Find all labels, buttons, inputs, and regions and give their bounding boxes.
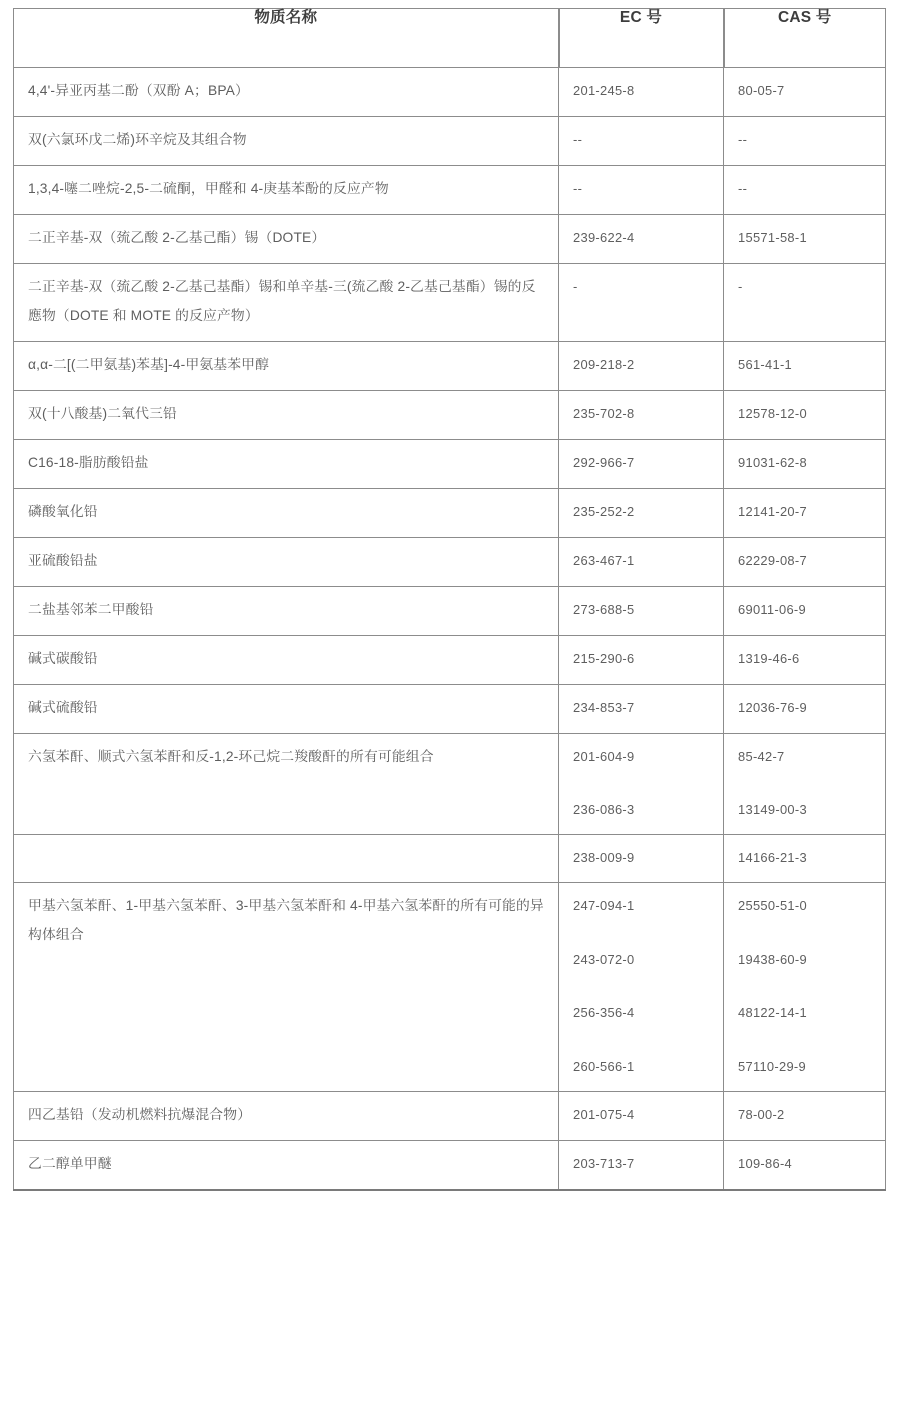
cell-cas-number [724, 68, 886, 117]
substance-name-text: 二盐基邻苯二甲酸铅 [28, 601, 154, 617]
cas-number-text [724, 342, 885, 389]
substance-name-text: 四乙基铅（发动机燃料抗爆混合物） [28, 1106, 252, 1122]
substance-name-text: 碱式碳酸铅 [28, 650, 98, 666]
ec-number-text [559, 883, 723, 1091]
table-row [14, 263, 886, 341]
cell-substance-name [14, 733, 559, 834]
cell-cas-number [724, 882, 886, 1091]
code-value: 243-072-0 [573, 951, 635, 967]
code-value: 12141-20-7 [738, 503, 807, 519]
cas-number-text [724, 215, 885, 262]
table-row [14, 635, 886, 684]
cas-number-text [724, 835, 885, 882]
cell-substance-name [14, 390, 559, 439]
cell-ec-number [559, 263, 724, 341]
column-header-cas-label: CAS 号 [777, 9, 832, 26]
table-row [14, 488, 886, 537]
substance-name-text: 4,4'-异亚丙基二酚（双酚 A；BPA） [28, 83, 249, 98]
cas-number-text [724, 166, 885, 213]
substance-name-text: 磷酸氧化铅 [28, 503, 98, 519]
cell-substance-name [14, 165, 559, 214]
table-header [14, 9, 886, 68]
cas-number-text [724, 538, 885, 585]
cell-cas-number [724, 1140, 886, 1189]
column-header-cas [724, 9, 886, 68]
cell-cas-number [724, 586, 886, 635]
cell-ec-number [559, 68, 724, 117]
cell-substance-name [14, 263, 559, 341]
table-row [14, 733, 886, 834]
code-value: 201-245-8 [573, 83, 635, 98]
cell-ec-number [559, 835, 724, 883]
cas-number-text [724, 734, 885, 834]
ec-number-text [559, 636, 723, 683]
code-value: 239-622-4 [573, 229, 635, 245]
cell-cas-number [724, 116, 886, 165]
ec-number-text [559, 538, 723, 585]
table-row [14, 116, 886, 165]
code-value: 80-05-7 [738, 83, 785, 98]
code-value: 78-00-2 [738, 1106, 785, 1122]
ec-number-text [559, 215, 723, 262]
ec-number-text [559, 342, 723, 389]
column-header-name [14, 9, 559, 68]
cas-number-text [724, 1092, 885, 1139]
ec-number-text [559, 1141, 723, 1188]
code-value: 234-853-7 [573, 699, 635, 715]
cell-substance-name [14, 68, 559, 117]
cell-substance-name [14, 537, 559, 586]
cell-ec-number [559, 1140, 724, 1189]
table-row [14, 165, 886, 214]
cell-substance-name [14, 1091, 559, 1140]
cell-substance-name [14, 116, 559, 165]
table-row [14, 882, 886, 1091]
code-value: 12578-12-0 [738, 405, 807, 421]
code-value: 12036-76-9 [738, 699, 807, 715]
substance-name-text: 乙二醇单甲醚 [28, 1155, 112, 1171]
cell-substance-name [14, 586, 559, 635]
code-value: 292-966-7 [573, 454, 635, 470]
cell-ec-number [559, 390, 724, 439]
code-value: -- [573, 131, 583, 147]
code-value: 62229-08-7 [738, 552, 807, 568]
code-value: 69011-06-9 [738, 601, 806, 617]
substance-name-text: 二正辛基-双（巯乙酸 2-乙基己酯）锡（DOTE） [28, 229, 326, 245]
ec-number-text [559, 68, 723, 115]
cell-substance-name [14, 439, 559, 488]
substance-name-text: 甲基六氢苯酐、1-甲基六氢苯酐、3-甲基六氢苯酐和 4-甲基六氢苯酐的所有可能的异构体组合 [28, 897, 544, 942]
cell-substance-name [14, 684, 559, 733]
cell-cas-number [724, 635, 886, 684]
code-value: 109-86-4 [738, 1155, 793, 1171]
table-row [14, 586, 886, 635]
column-header-name-label: 物质名称 [254, 9, 318, 26]
code-value: 263-467-1 [573, 552, 635, 568]
cas-number-text [724, 117, 885, 164]
ec-number-text [559, 1092, 723, 1139]
substance-name-text: 双(十八酸基)二氧代三铅 [28, 405, 177, 421]
ec-number-text [559, 391, 723, 438]
substance-name-text: α,α-二[(二甲氨基)苯基]-4-甲氨基苯甲醇 [28, 356, 270, 372]
column-header-ec [559, 9, 724, 68]
code-value: 561-41-1 [738, 356, 793, 372]
table-row [14, 341, 886, 390]
cell-substance-name [14, 635, 559, 684]
table-row [14, 439, 886, 488]
cas-number-text [724, 587, 885, 634]
table-row [14, 1091, 886, 1140]
substance-name-text: 1,3,4-噻二唑烷-2,5-二硫酮，甲醛和 4-庚基苯酚的反应产物 [28, 180, 389, 196]
cell-cas-number [724, 439, 886, 488]
cas-number-text [724, 1141, 885, 1188]
cell-ec-number [559, 116, 724, 165]
code-value: 235-702-8 [573, 405, 635, 421]
code-value: - [738, 278, 743, 294]
code-value: 209-218-2 [573, 356, 635, 372]
code-value: 25550-51-0 [738, 897, 807, 913]
cas-number-text [724, 440, 885, 487]
cell-cas-number [724, 341, 886, 390]
code-value: 201-075-4 [573, 1106, 635, 1122]
cas-number-text [724, 264, 885, 311]
cell-ec-number [559, 586, 724, 635]
code-value: 238-009-9 [573, 850, 635, 866]
cell-substance-name [14, 882, 559, 1091]
code-value: -- [573, 180, 583, 196]
ec-number-text [559, 117, 723, 164]
table-row [14, 537, 886, 586]
substance-name-text: 二正辛基-双（巯乙酸 2-乙基己基酯）锡和单辛基-三(巯乙酸 2-乙基己基酯）锡的反應物（DOTE 和 MOTE 的反应产物） [28, 278, 536, 323]
table-row [14, 68, 886, 117]
cell-cas-number [724, 390, 886, 439]
cell-ec-number [559, 537, 724, 586]
column-header-ec-label: EC 号 [619, 9, 663, 26]
code-value: 91031-62-8 [738, 454, 807, 470]
ec-number-text [559, 685, 723, 732]
cell-substance-name [14, 488, 559, 537]
substance-name-text: 碱式硫酸铅 [28, 699, 98, 715]
ec-number-text [559, 264, 723, 311]
cas-number-text [724, 883, 885, 1091]
code-value: 256-356-4 [573, 1005, 635, 1021]
table-row [14, 684, 886, 733]
code-value: 235-252-2 [573, 503, 635, 519]
ec-number-text [559, 835, 723, 882]
table-body [14, 68, 886, 1190]
ec-number-text [559, 587, 723, 634]
code-value: 19438-60-9 [738, 951, 807, 967]
code-value: 48122-14-1 [738, 1005, 807, 1021]
substances-table [13, 8, 886, 1191]
substance-name-text: 双(六氯环戊二烯)环辛烷及其组合物 [28, 131, 247, 147]
table-row [14, 1140, 886, 1189]
code-value: 13149-00-3 [738, 802, 807, 818]
cell-substance-name [14, 835, 559, 883]
cell-ec-number [559, 165, 724, 214]
header-row [14, 9, 886, 68]
cell-ec-number [559, 882, 724, 1091]
code-value: 85-42-7 [738, 748, 785, 764]
ec-number-text [559, 489, 723, 536]
code-value: 203-713-7 [573, 1155, 635, 1171]
table-row [14, 390, 886, 439]
cell-cas-number [724, 214, 886, 263]
code-value: -- [738, 131, 748, 147]
table-row [14, 835, 886, 883]
cell-cas-number [724, 165, 886, 214]
substance-name-text: 亚硫酸铅盐 [28, 552, 98, 568]
cell-ec-number [559, 733, 724, 834]
code-value: - [573, 278, 578, 294]
code-value: 260-566-1 [573, 1058, 635, 1074]
code-value: 14166-21-3 [738, 850, 807, 866]
code-value: 57110-29-9 [738, 1058, 806, 1074]
cell-cas-number [724, 1091, 886, 1140]
cas-number-text [724, 68, 885, 115]
cas-number-text [724, 391, 885, 438]
code-value: 273-688-5 [573, 601, 635, 617]
code-value: 201-604-9 [573, 748, 635, 764]
substance-name-text [14, 835, 558, 855]
code-value: 236-086-3 [573, 802, 635, 818]
code-value: 215-290-6 [573, 650, 635, 666]
cell-ec-number [559, 341, 724, 390]
code-value: 1319-46-6 [738, 650, 800, 666]
ec-number-text [559, 166, 723, 213]
cell-ec-number [559, 439, 724, 488]
table-row [14, 214, 886, 263]
substance-name-text: 六氢苯酐、顺式六氢苯酐和反-1,2-环己烷二羧酸酐的所有可能组合 [28, 748, 434, 764]
cell-substance-name [14, 341, 559, 390]
cell-cas-number [724, 488, 886, 537]
code-value: 15571-58-1 [738, 229, 807, 245]
cas-number-text [724, 685, 885, 732]
cell-ec-number [559, 1091, 724, 1140]
cell-ec-number [559, 635, 724, 684]
code-value: 247-094-1 [573, 897, 635, 913]
cas-number-text [724, 636, 885, 683]
cell-cas-number [724, 733, 886, 834]
ec-number-text [559, 734, 723, 834]
cell-ec-number [559, 488, 724, 537]
cell-cas-number [724, 537, 886, 586]
code-value: -- [738, 180, 748, 196]
cell-cas-number [724, 835, 886, 883]
cell-ec-number [559, 214, 724, 263]
cell-substance-name [14, 1140, 559, 1189]
cell-cas-number [724, 684, 886, 733]
substance-name-text: C16-18-脂肪酸铅盐 [28, 454, 149, 470]
cas-number-text [724, 489, 885, 536]
ec-number-text [559, 440, 723, 487]
cell-substance-name [14, 214, 559, 263]
cell-cas-number [724, 263, 886, 341]
cell-ec-number [559, 684, 724, 733]
